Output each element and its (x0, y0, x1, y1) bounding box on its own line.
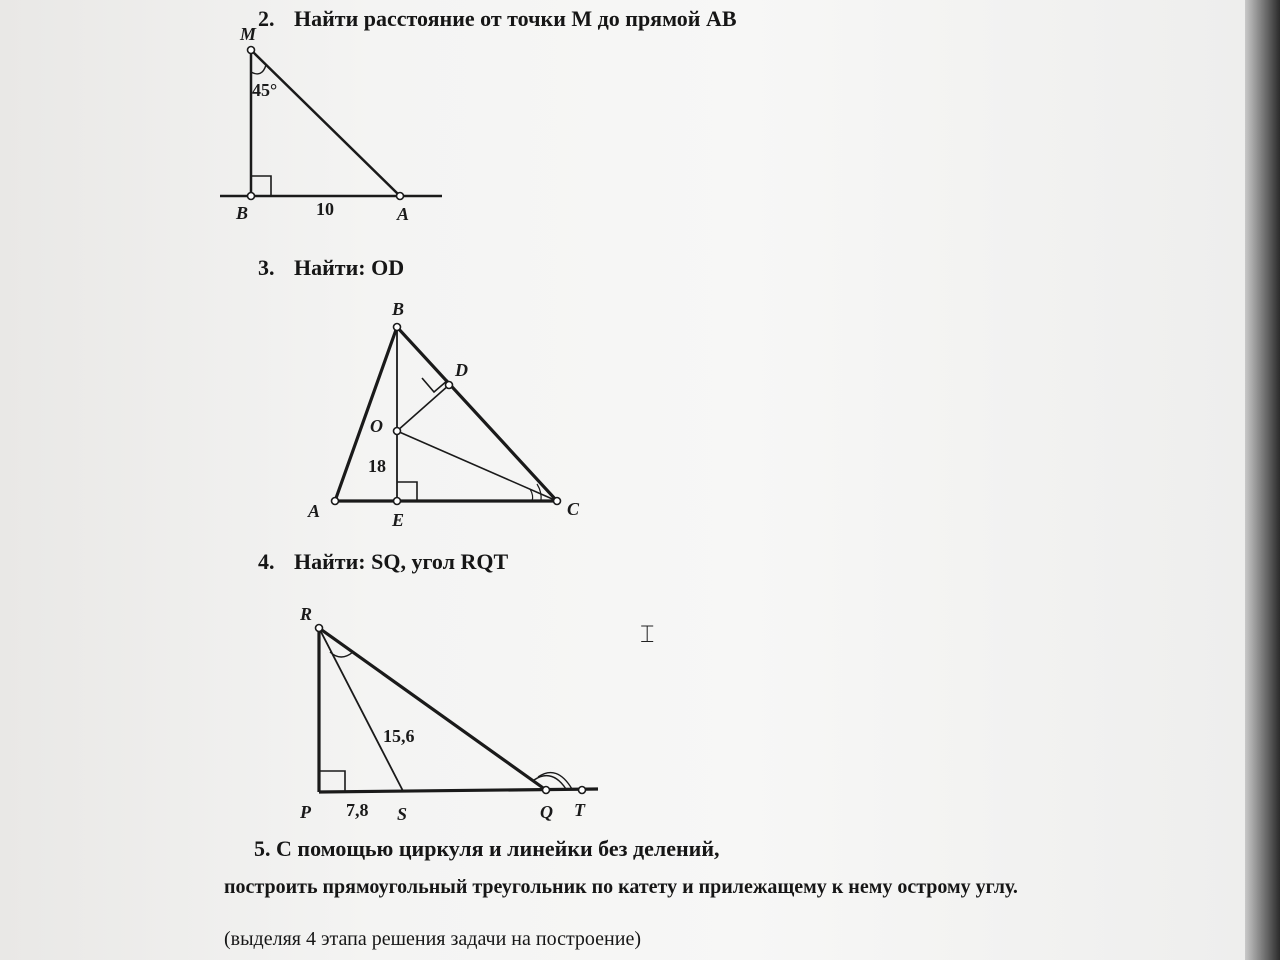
point-e (394, 498, 401, 505)
angle-label-45: 45° (252, 80, 278, 100)
label-d: D (455, 360, 468, 380)
figure-3 (332, 324, 561, 505)
length-label-rs: 15,6 (383, 726, 415, 746)
line-pt (319, 789, 598, 792)
figure-4 (316, 625, 599, 794)
task-2-number: 2. (258, 6, 275, 31)
task-3-text: Найти: OD (294, 255, 405, 280)
label-m: M (240, 24, 257, 44)
label-r: R (300, 604, 313, 624)
task-5-line-2: построить прямоугольный треугольник по катету и прилежащему к нему острому углу. (224, 876, 1018, 898)
segment-od (397, 385, 449, 431)
point-b (248, 193, 255, 200)
angle-arc-q-1 (534, 776, 566, 789)
figure-2 (220, 47, 442, 200)
point-t (579, 787, 586, 794)
label-a: A (397, 204, 410, 224)
point-r (316, 625, 323, 632)
right-angle-mark-p (319, 771, 345, 792)
label-q: Q (540, 802, 553, 822)
point-a3 (332, 498, 339, 505)
point-d (446, 382, 453, 389)
task-4-number: 4. (258, 549, 275, 574)
length-label-oe: 18 (368, 456, 386, 476)
point-m (248, 47, 255, 54)
point-c (554, 498, 561, 505)
task-4-text: Найти: SQ, угол RQT (294, 549, 509, 574)
segment-oc (397, 431, 557, 501)
angle-arc-m (251, 65, 266, 74)
task-2-text: Найти расстояние от точки М до прямой АВ (294, 6, 737, 31)
length-label-ps: 7,8 (346, 800, 369, 820)
text-cursor-icon: ⌶ (640, 620, 655, 648)
task-5-line-1: 5. С помощью циркуля и линейки без делений, (254, 836, 720, 861)
point-q (543, 787, 550, 794)
segment-ma (251, 50, 400, 196)
monitor-bezel (1245, 0, 1280, 960)
label-o: O (370, 416, 383, 436)
task-3-number: 3. (258, 255, 275, 280)
label-b3: B (392, 299, 405, 319)
length-label-ba: 10 (316, 199, 334, 219)
segment-rs (319, 628, 403, 791)
point-a (397, 193, 404, 200)
point-b3 (394, 324, 401, 331)
label-a3: A (308, 501, 321, 521)
label-p: P (300, 802, 311, 822)
task-5-line-3: (выделяя 4 этапа решения задачи на построение) (224, 928, 641, 950)
label-b: B (236, 203, 249, 223)
point-o (394, 428, 401, 435)
label-t: T (574, 800, 585, 820)
label-e: E (392, 510, 405, 530)
label-s: S (397, 804, 408, 824)
label-c: C (567, 499, 580, 519)
